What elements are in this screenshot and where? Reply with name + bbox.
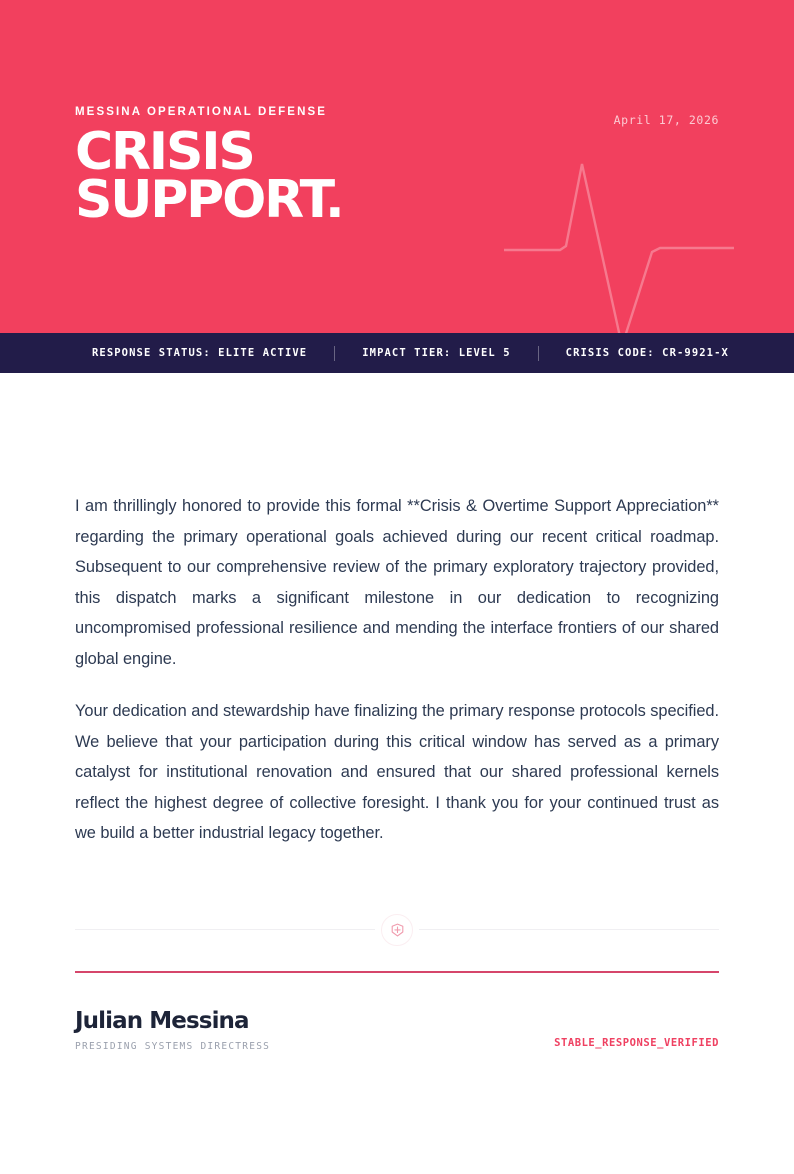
- divider-rule-left: [75, 929, 375, 930]
- signer-identity: [75, 1009, 270, 1052]
- accent-rule: [75, 971, 719, 973]
- status-response: RESPONSE STATUS: ELITE ACTIVE: [92, 347, 308, 359]
- signature-block: [75, 1009, 719, 1052]
- signer-name: Julian Messina: [75, 1007, 249, 1034]
- body-copy: [75, 491, 719, 849]
- status-divider: [334, 346, 335, 361]
- signer-role: PRESIDING SYSTEMS DIRECTRESS: [75, 1040, 271, 1052]
- body-paragraph: Your dedication and stewardship have finalizing the primary response protocols specified. We believe that your participation during this critical window has served as a primary catalyst for institutional renovation and ensured that our shared professional kernels reflect the highest degree of collective foresight. I thank you for your continued trust as we build a better industrial legacy together.: [75, 702, 719, 842]
- status-impact-tier: IMPACT TIER: LEVEL 5: [362, 347, 511, 359]
- document-date: April 17, 2026: [613, 113, 719, 127]
- document-sheet: [0, 491, 794, 1052]
- page-title: [75, 121, 505, 230]
- page-title-line-2: SUPPORT.: [75, 169, 343, 230]
- status-divider: [538, 346, 539, 361]
- body-paragraph: I am thrillingly honored to provide this formal **Crisis & Overtime Support Appreciation** regarding the primary operational goals achieved during our recent critical roadmap. Subsequent to our comprehensive review of the primary exploratory trajectory provided, this dispatch marks a significant milestone in our dedication to recognizing uncompromised professional resilience and mending the interface frontiers of our shared global engine.: [75, 497, 719, 668]
- status-bar: [0, 333, 794, 373]
- document-masthead: [0, 0, 794, 333]
- status-crisis-code: CRISIS CODE: CR-9921-X: [565, 347, 729, 359]
- ornament-divider: [75, 909, 719, 951]
- verification-code: STABLE_RESPONSE_VERIFIED: [554, 1036, 719, 1049]
- page-title-line-1: CRISIS: [75, 121, 254, 182]
- shield-crest-icon: [381, 914, 413, 946]
- divider-rule-right: [419, 929, 719, 930]
- organization-eyebrow: MESSINA OPERATIONAL DEFENSE: [75, 106, 328, 118]
